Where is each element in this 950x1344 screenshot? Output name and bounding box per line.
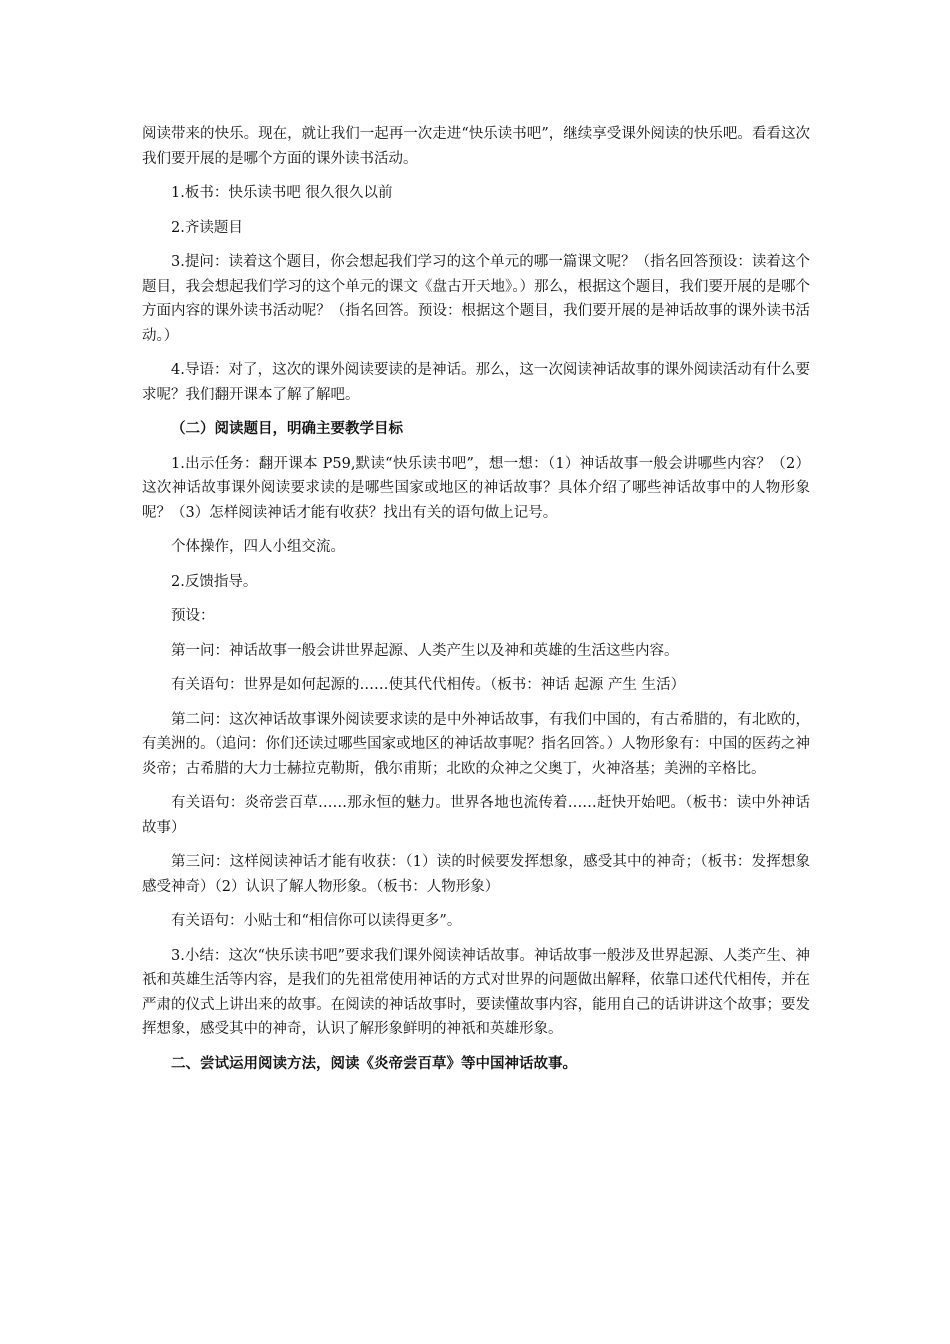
paragraph-blackboard-title: 1.板书：快乐读书吧 很久很久以前: [171, 185, 393, 201]
paragraph-question: 3.提问：读着这个题目，你会想起我们学习的这个单元的哪一篇课文呢？（指名回答预设：读着这个题目，我会想起我们学习的这个单元的课文《盘古开天地》。）那么，根据这个题目，我们要开展的是哪个方面内容的课外读书活动呢？（指名回答。预设：根据这个题目，我们要开展的是神话故事的课外读书活动。）: [142, 254, 810, 344]
paragraph-feedback: 2.反馈指导。: [171, 573, 258, 590]
paragraph-read-title: 2.齐读题目: [171, 219, 243, 236]
paragraph-group-work: 个体操作，四人小组交流。: [171, 539, 345, 555]
paragraph-q1-sentences: 有关语句：世界是如何起源的……使其代代相传。（板书：神话 起源 产生 生活）: [171, 677, 686, 693]
paragraph-task: 1.出示任务：翻开课本 P59,默读“快乐读书吧”，想一想：（1）神话故事一般会讲哪些内容？（2）这次神话故事课外阅读要求读的是哪些国家或地区的神话故事？具体介绍了哪些神话故事中的人物形象呢？（3）怎样阅读神话才能有收获？找出有关的语句做上记号。: [142, 455, 810, 521]
document-page: [142, 122, 810, 1086]
paragraph-q1: 第一问：神话故事一般会讲世界起源、人类产生以及神和英雄的生活这些内容。: [171, 642, 679, 659]
paragraph-summary: 3.小结：这次“快乐读书吧”要求我们课外阅读神话故事。神话故事一般涉及世界起源、人类产生、神祇和英雄生活等内容，是我们的先祖常使用神话的方式对世界的问题做出解释，依靠口述代代相传，并在严肃的仪式上讲出来的故事。在阅读的神话故事时，要读懂故事内容，能用自己的话讲讲这个故事；要发挥想象，感受其中的神奇，认识了解形象鲜明的神祇和英雄形象。: [142, 947, 810, 1037]
paragraph-preset: 预设：: [171, 608, 215, 624]
paragraph-q3-sentences: 有关语句：小贴士和“相信你可以读得更多”。: [171, 913, 462, 929]
section-heading-try-method: 二、尝试运用阅读方法，阅读《炎帝尝百草》等中国神话故事。: [171, 1054, 577, 1072]
paragraph-q2: 第二问：这次神话故事课外阅读要求读的是中外神话故事，有我们中国的，有古希腊的，有北欧的，有美洲的。（追问：你们还读过哪些国家或地区的神话故事呢？指名回答。）人物形象有：中国的医药之神炎帝；古希腊的大力士赫拉克勒斯，俄尔甫斯；北欧的众神之父奥丁，火神洛基；美洲的辛格比。: [142, 711, 810, 777]
paragraph-q3: 第三问：这样阅读神话才能有收获：（1）读的时候要发挥想象，感受其中的神奇；（板书：发挥想象 感受神奇）（2）认识了解人物形象。（板书：人物形象）: [142, 854, 810, 895]
paragraph-guide: 4.导语：对了，这次的课外阅读要读的是神话。那么，这一次阅读神话故事的课外阅读活动有什么要求呢？我们翻开课本了解了解吧。: [142, 362, 810, 403]
section-heading-objectives: （二）阅读题目，明确主要教学目标: [171, 420, 403, 437]
paragraph-intro-continuation: 阅读带来的快乐。现在，就让我们一起再一次走进“快乐读书吧”，继续享受课外阅读的快乐吧。看看这次我们要开展的是哪个方面的课外读书活动。: [142, 126, 810, 167]
paragraph-q2-sentences: 有关语句：炎帝尝百草……那永恒的魅力。世界各地也流传着……赶快开始吧。（板书：读中外神话故事）: [142, 795, 810, 836]
